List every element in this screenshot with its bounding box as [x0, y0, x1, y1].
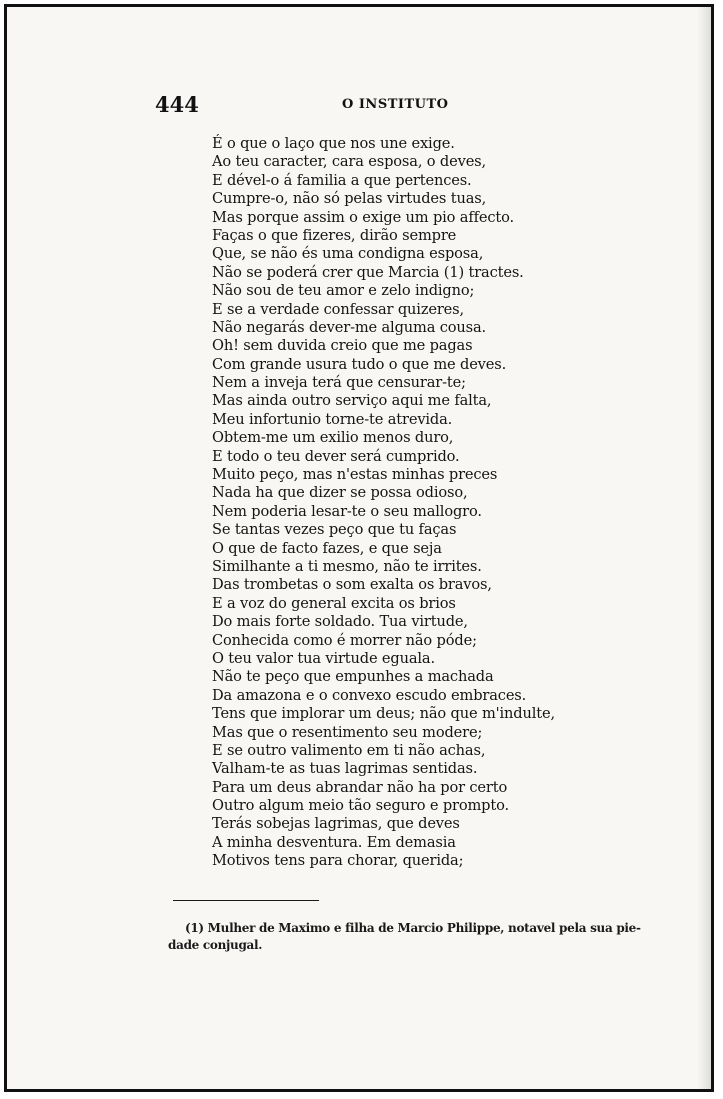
poem-line: Não negarás dever-me alguma cousa.: [212, 318, 487, 336]
poem-line: Cumpre-o, não só pelas virtudes tuas,: [212, 190, 487, 208]
poem-line: Conhecida como é morrer não póde;: [212, 631, 477, 649]
poem-line: Similhante a ti mesmo, não te irrites.: [212, 557, 482, 575]
poem-line: Mas ainda outro serviço aqui me falta,: [212, 392, 492, 410]
poem-line: A minha desventura. Em demasia: [212, 833, 456, 851]
poem-line: Das trombetas o som exalta os bravos,: [212, 576, 492, 594]
poem-line: Nem a inveja terá que censurar-te;: [212, 374, 466, 392]
poem-line: E todo o teu dever será cumprido.: [212, 447, 460, 465]
poem-line: Com grande usura tudo o que me deves.: [212, 355, 507, 373]
running-title: O INSTITUTO: [342, 97, 449, 112]
poem-line: Da amazona e o convexo escudo embraces.: [212, 686, 527, 704]
poem-line: Terás sobejas lagrimas, que deves: [212, 815, 460, 833]
poem-line: Não te peço que empunhes a machada: [212, 668, 494, 686]
poem-line: Oh! sem duvida creio que me pagas: [212, 337, 473, 355]
poem-line: Para um deus abrandar não ha por certo: [212, 778, 508, 796]
poem-line: O que de facto fazes, e que seja: [212, 539, 442, 557]
poem-line: E dével-o á familia a que pertences.: [212, 171, 472, 189]
footnote-line: (1) Mulher de Maximo e filha de Marcio Philippe, notavel pela sua pie-: [185, 921, 641, 935]
poem-line: Motivos tens para chorar, querida;: [212, 852, 464, 870]
poem-line: Outro algum meio tão seguro e prompto.: [212, 797, 509, 815]
poem-text: [212, 135, 682, 871]
poem-line: Muito peço, mas n'estas minhas preces: [212, 466, 498, 484]
poem-line: Ao teu caracter, cara esposa, o deves,: [212, 153, 487, 171]
poem-line: E a voz do general excita os brios: [212, 594, 456, 612]
footnote: [168, 920, 646, 953]
poem-line: Não se poderá crer que Marcia (1) tractes.: [212, 263, 524, 281]
poem-line: Tens que implorar um deus; não que m'indulte,: [212, 705, 555, 723]
poem-line: E se a verdade confessar quizeres,: [212, 300, 464, 318]
page-header: [155, 92, 485, 122]
poem-line: Obtem-me um exilio menos duro,: [212, 429, 454, 447]
poem-line: Meu infortunio torne-te atrevida.: [212, 410, 453, 428]
poem-line: E se outro valimento em ti não achas,: [212, 741, 486, 759]
poem-line: Que, se não és uma condigna esposa,: [212, 245, 484, 263]
poem-line: Mas que o resentimento seu modere;: [212, 723, 483, 741]
poem-line: Do mais forte soldado. Tua virtude,: [212, 613, 468, 631]
book-page: [4, 4, 714, 1092]
poem-line: O teu valor tua virtude eguala.: [212, 649, 435, 667]
footnote-separator: [173, 900, 319, 901]
page-number: 444: [155, 92, 199, 117]
poem-line: Nem poderia lesar-te o seu mallogro.: [212, 502, 482, 520]
poem-line: Valham-te as tuas lagrimas sentidas.: [212, 760, 478, 778]
poem-line: Se tantas vezes peço que tu faças: [212, 521, 457, 539]
footnote-line: dade conjugal.: [168, 937, 263, 952]
poem-line: Faças o que fizeres, dirão sempre: [212, 226, 457, 244]
poem-line: Mas porque assim o exige um pio affecto.: [212, 208, 514, 226]
poem-line: Nada ha que dizer se possa odioso,: [212, 484, 468, 502]
poem-line: É o que o laço que nos une exige.: [212, 135, 455, 152]
poem-line: Não sou de teu amor e zelo indigno;: [212, 282, 475, 300]
